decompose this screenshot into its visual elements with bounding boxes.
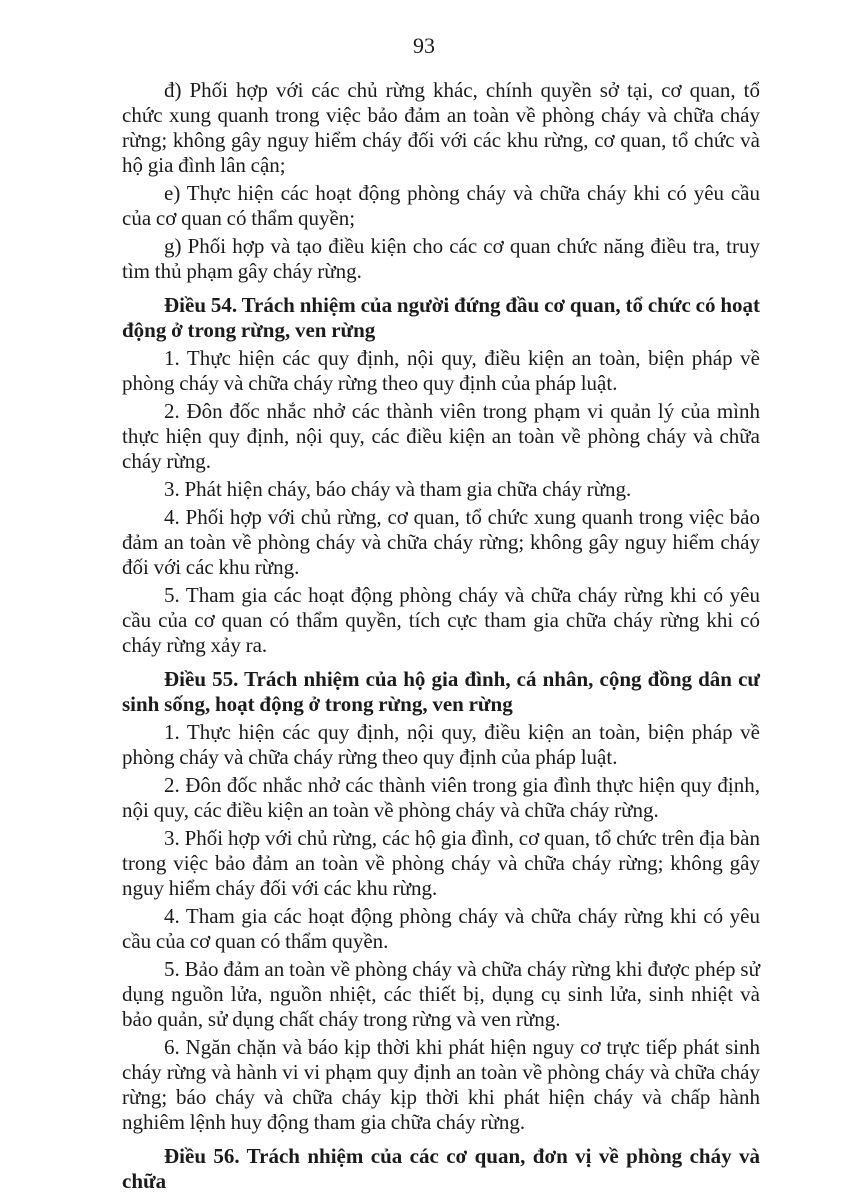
paragraph-54-clause-3: 3. Phát hiện cháy, báo cháy và tham gia chữa cháy rừng. — [164, 477, 632, 501]
document-content — [122, 78, 760, 1194]
paragraph-55-clause-2: 2. Đôn đốc nhắc nhở các thành viên trong gia đình thực hiện quy định, nội quy, các điều kiện an toàn về phòng cháy và chữa cháy rừng. — [122, 773, 760, 822]
article-heading-56: Điều 56. Trách nhiệm của các cơ quan, đơn vị về phòng cháy và chữa — [122, 1144, 760, 1193]
article-heading-54: Điều 54. Trách nhiệm của người đứng đầu cơ quan, tổ chức có hoạt động ở trong rừng, ven rừng — [122, 293, 760, 342]
paragraph-54-clause-5: 5. Tham gia các hoạt động phòng cháy và chữa cháy rừng khi có yêu cầu của cơ quan có thẩm quyền, tích cực tham gia chữa cháy rừng khi có cháy rừng xảy ra. — [122, 583, 760, 657]
paragraph-54-clause-4: 4. Phối hợp với chủ rừng, cơ quan, tổ chức xung quanh trong việc bảo đảm an toàn về phòng cháy và chữa cháy rừng; không gây nguy hiểm cháy đối với các khu rừng. — [122, 505, 760, 579]
paragraph-55-clause-5: 5. Bảo đảm an toàn về phòng cháy và chữa cháy rừng khi được phép sử dụng nguồn lửa, nguồn nhiệt, các thiết bị, dụng cụ sinh lửa, sinh nhiệt và bảo quản, sử dụng chất cháy trong rừng và ven rừng. — [122, 957, 760, 1031]
page-number: 93 — [413, 33, 435, 58]
paragraph-item-e: e) Thực hiện các hoạt động phòng cháy và chữa cháy khi có yêu cầu của cơ quan có thẩm quyền; — [122, 181, 760, 230]
paragraph-55-clause-4: 4. Tham gia các hoạt động phòng cháy và chữa cháy rừng khi có yêu cầu của cơ quan có thẩm quyền. — [122, 904, 760, 953]
paragraph-item-d: đ) Phối hợp với các chủ rừng khác, chính quyền sở tại, cơ quan, tổ chức xung quanh trong việc bảo đảm an toàn về phòng cháy và chữa cháy rừng; không gây nguy hiểm cháy đối với các khu rừng, cơ quan, tổ chức và hộ gia đình lân cận; — [122, 78, 760, 177]
article-heading-55: Điều 55. Trách nhiệm của hộ gia đình, cá nhân, cộng đồng dân cư sinh sống, hoạt động ở trong rừng, ven rừng — [122, 667, 760, 716]
paragraph-55-clause-6: 6. Ngăn chặn và báo kịp thời khi phát hiện nguy cơ trực tiếp phát sinh cháy rừng và hành vi vi phạm quy định an toàn về phòng cháy và chữa cháy rừng; báo cháy và chữa cháy kịp thời khi phát hiện cháy và chấp hành nghiêm lệnh huy động tham gia chữa cháy rừng. — [122, 1035, 760, 1134]
paragraph-55-clause-1: 1. Thực hiện các quy định, nội quy, điều kiện an toàn, biện pháp về phòng cháy và chữa cháy rừng theo quy định của pháp luật. — [122, 720, 760, 769]
paragraph-54-clause-1: 1. Thực hiện các quy định, nội quy, điều kiện an toàn, biện pháp về phòng cháy và chữa cháy rừng theo quy định của pháp luật. — [122, 346, 760, 395]
paragraph-item-g: g) Phối hợp và tạo điều kiện cho các cơ quan chức năng điều tra, truy tìm thủ phạm gây cháy rừng. — [122, 234, 760, 283]
paragraph-54-clause-2: 2. Đôn đốc nhắc nhở các thành viên trong phạm vi quản lý của mình thực hiện quy định, nội quy, các điều kiện an toàn về phòng cháy và chữa cháy rừng. — [122, 399, 760, 473]
paragraph-55-clause-3: 3. Phối hợp với chủ rừng, các hộ gia đình, cơ quan, tổ chức trên địa bàn trong việc bảo đảm an toàn về phòng cháy và chữa cháy rừng; không gây nguy hiểm cháy đối với các khu rừng. — [122, 826, 760, 900]
